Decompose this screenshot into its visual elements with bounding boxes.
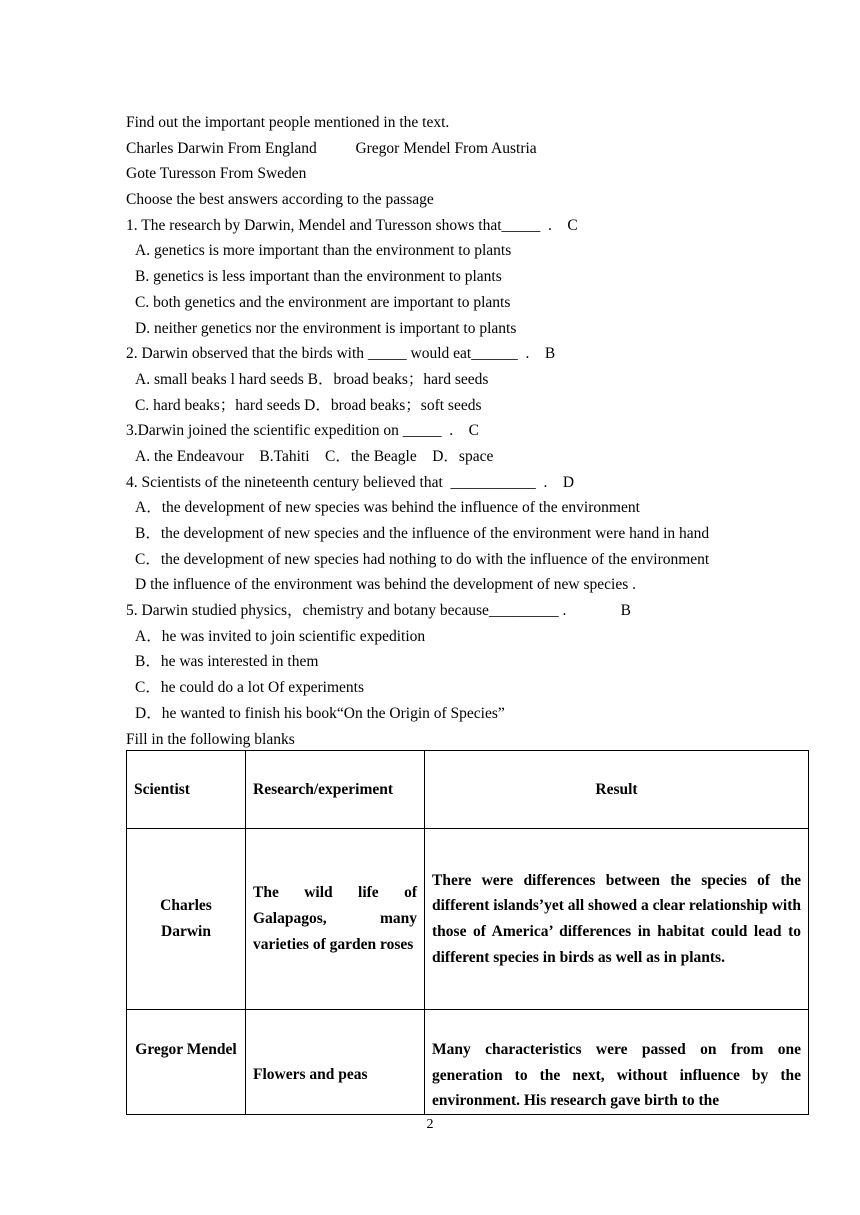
option: D the influence of the environment was behind the development of new species . <box>135 576 637 594</box>
question-1: 1. The research by Darwin, Mendel and Turesson shows that_____ . C <box>126 216 578 234</box>
option: C．the development of new species had nothing to do with the influence of the environment <box>135 550 710 568</box>
option: D．he wanted to finish his book“On the Origin of Species” <box>135 704 505 722</box>
option: C. hard beaks；hard seeds D．broad beaks；soft seeds <box>135 396 482 414</box>
option: B. genetics is less important than the environment to plants <box>135 268 502 286</box>
option: A. small beaks l hard seeds B．broad beaks；hard seeds <box>135 370 489 388</box>
option: D. neither genetics nor the environment is important to plants <box>135 319 517 337</box>
table-header-row <box>127 751 809 829</box>
option: A. the Endeavour B.Tahiti C．the Beagle D．space <box>135 447 494 465</box>
header-cell: Scientist <box>127 751 246 829</box>
page-number: 2 <box>426 1117 434 1132</box>
research-cell: Flowers and peas <box>246 1010 425 1115</box>
person-line: Charles Darwin From England Gregor Mendel From Austria <box>126 139 537 157</box>
result-cell: Many characteristics were passed on from one generation to the next, without influence by the environment. His research gave birth to the <box>425 1010 809 1115</box>
section-heading: Choose the best answers according to the passage <box>126 191 434 209</box>
scientist-table <box>126 750 809 1115</box>
scientist-cell: Charles Darwin <box>127 829 246 1010</box>
table-row <box>127 1010 809 1115</box>
person-line: Gote Turesson From Sweden <box>126 165 307 183</box>
question-2: 2. Darwin observed that the birds with _____ would eat______ . B <box>126 345 556 363</box>
question-5: 5. Darwin studied physics，chemistry and botany because_________ . B <box>126 602 631 620</box>
header-cell: Result <box>425 751 809 829</box>
scientist-cell: Gregor Mendel <box>127 1010 246 1115</box>
instruction-heading: Find out the important people mentioned in the text. <box>126 114 450 131</box>
table-heading: Fill in the following blanks <box>126 730 295 748</box>
option: A．the development of new species was behind the influence of the environment <box>135 499 640 517</box>
question-3: 3.Darwin joined the scientific expedition on _____ . C <box>126 422 479 440</box>
research-cell: The wild life of Galapagos, many varieties of garden roses <box>246 829 425 1010</box>
header-cell: Research/experiment <box>246 751 425 829</box>
text-body <box>126 110 826 752</box>
option: C．he could do a lot Of experiments <box>135 679 365 697</box>
option: B．he was interested in them <box>135 653 319 671</box>
option: A. genetics is more important than the environment to plants <box>135 242 512 260</box>
question-4: 4. Scientists of the nineteenth century believed that ___________ . D <box>126 473 575 491</box>
result-cell: There were differences between the species of the different islands’yet all showed a clear relationship with those of America’ differences in habitat could lead to different species in birds as well as in plants. <box>425 829 809 1010</box>
table-row <box>127 829 809 1010</box>
option: B．the development of new species and the influence of the environment were hand in hand <box>135 525 710 542</box>
option: C. both genetics and the environment are important to plants <box>135 293 511 311</box>
option: A．he was invited to join scientific expedition <box>135 627 426 645</box>
